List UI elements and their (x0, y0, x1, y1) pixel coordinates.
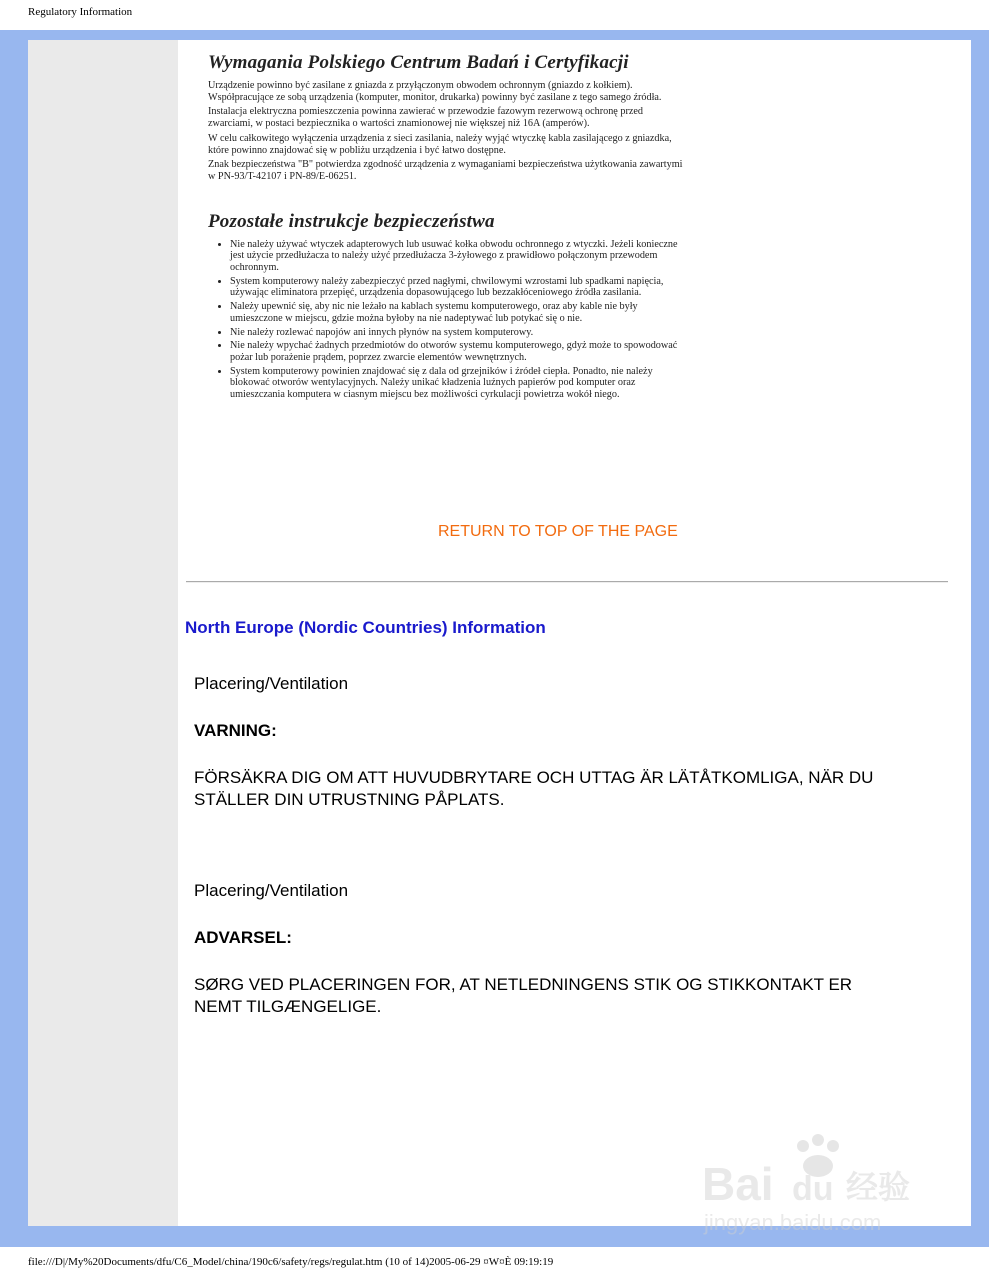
polish-paragraph: Urządzenie powinno być zasilane z gniazda z przyłączonym obwodem ochronnym (gniazdo z kołkiem). Współpracujące ze sobą urządzenia (komputer, monitor, drukarka) powinny być zasilane z tego samego źródła. (208, 80, 662, 103)
list-item: • Należy upewnić się, aby nic nie leżało na kablach systemu komputerowego, oraz aby kable nie były umieszczone w miejscu, gdzie można byłoby na nie nadeptywać lub potykać się o nie. (230, 301, 688, 324)
watermark-brand-du: du (792, 1170, 834, 1208)
baidu-watermark-logo (700, 1130, 940, 1240)
polish-paragraph: Znak bezpieczeństwa "B" potwierdza zgodność urządzenia z wymaganiami bezpieczeństwa użytkowania zawartymi w PN-93/T-42107 i PN-89/E-06251. (208, 159, 683, 182)
swedish-placement-label: Placering/Ventilation (194, 674, 349, 693)
polish-paragraph: Instalacja elektryczna pomieszczenia powinna zawierać w przewodzie fazowym rezerwową ochronę przed zwarciami, w postaci bezpiecznika o wartości znamionowej nie większej niż 16A (amperów). (208, 106, 643, 130)
danish-warning-text: SØRG VED PLACERINGEN FOR, AT NETLEDNINGENS STIK OG STIKKONTAKT ER NEMT TILGÆNGELIGE. (194, 975, 853, 1016)
polish-instructions-heading: Pozostałe instrukcje bezpieczeństwa (208, 210, 495, 232)
status-url: file:///D|/My%20Documents/dfu/C6_Model/china/190c6/safety/regs/regulat.htm (10 of 14)2005-06-29 ¤W¤È 09:19:19 (28, 1256, 554, 1268)
polish-paragraph: W celu całkowitego wyłączenia urządzenia z sieci zasilania, należy wyjąć wtyczkę kabla zasilającego z gniazdka, które powinno znajdować się w pobliżu urządzenia i być łatwo dostępne. (208, 132, 672, 156)
watermark-cn-text: 经验 (846, 1168, 911, 1206)
polish-safety-image (208, 52, 688, 403)
polish-certification-heading: Wymagania Polskiego Centrum Badań i Certyfikacji (208, 52, 629, 73)
swedish-warning-label: VARNING: (194, 721, 277, 740)
swedish-warning-text: FÖRSÄKRA DIG OM ATT HUVUDBRYTARE OCH UTTAG ÄR LÄTÅTKOMLIGA, NÄR DU STÄLLER DIN UTRUSTNING PÅPLATS. (194, 768, 874, 809)
list-item: • Nie należy wpychać żadnych przedmiotów do otworów systemu komputerowego, gdyż może to spowodować pożar lub porażenie prądem, poprzez zwarcie elementów wewnętrznych. (230, 340, 688, 363)
section-divider (186, 581, 948, 583)
list-item: • System komputerowy powinien znajdować się z dala od grzejników i źródeł ciepła. Ponadto, nie należy blokować otworów wentylacyjnych. Należy unikać kładzenia luźnych papierów pod komputer oraz umieszczania komputera w ciasnym miejscu bez możliwości cyrkulacji powietrza wokół niego. (230, 366, 688, 401)
list-item: • Nie należy używać wtyczek adapterowych lub usuwać kołka obwodu ochronnego z wtyczki. Jeżeli konieczne jest użycie przedłużacza to należy użyć przedłużacza 3-żyłowego z prawidłowo połączonym przewodem ochronnym. (230, 239, 688, 274)
list-item: • System komputerowy należy zabezpieczyć przed nagłymi, chwilowymi wzrostami lub spadkami napięcia, używając eliminatora przepięć, urządzenia dopasowującego lub bezzakłóceniowego źródła zasilania. (230, 276, 688, 299)
watermark-site-text: jingyan.baidu.com (704, 1210, 882, 1235)
return-to-top-link[interactable]: RETURN TO TOP OF THE PAGE (438, 523, 678, 540)
polish-instructions-list (208, 239, 688, 401)
danish-warning-label: ADVARSEL: (194, 928, 292, 947)
window-title: Regulatory Information (28, 6, 133, 18)
list-item: • Nie należy rozlewać napojów ani innych płynów na system komputerowy. (230, 327, 688, 339)
watermark-brand-text: Bai (702, 1158, 774, 1210)
danish-placement-label: Placering/Ventilation (194, 881, 349, 900)
nordic-section-heading: North Europe (Nordic Countries) Information (185, 618, 546, 637)
